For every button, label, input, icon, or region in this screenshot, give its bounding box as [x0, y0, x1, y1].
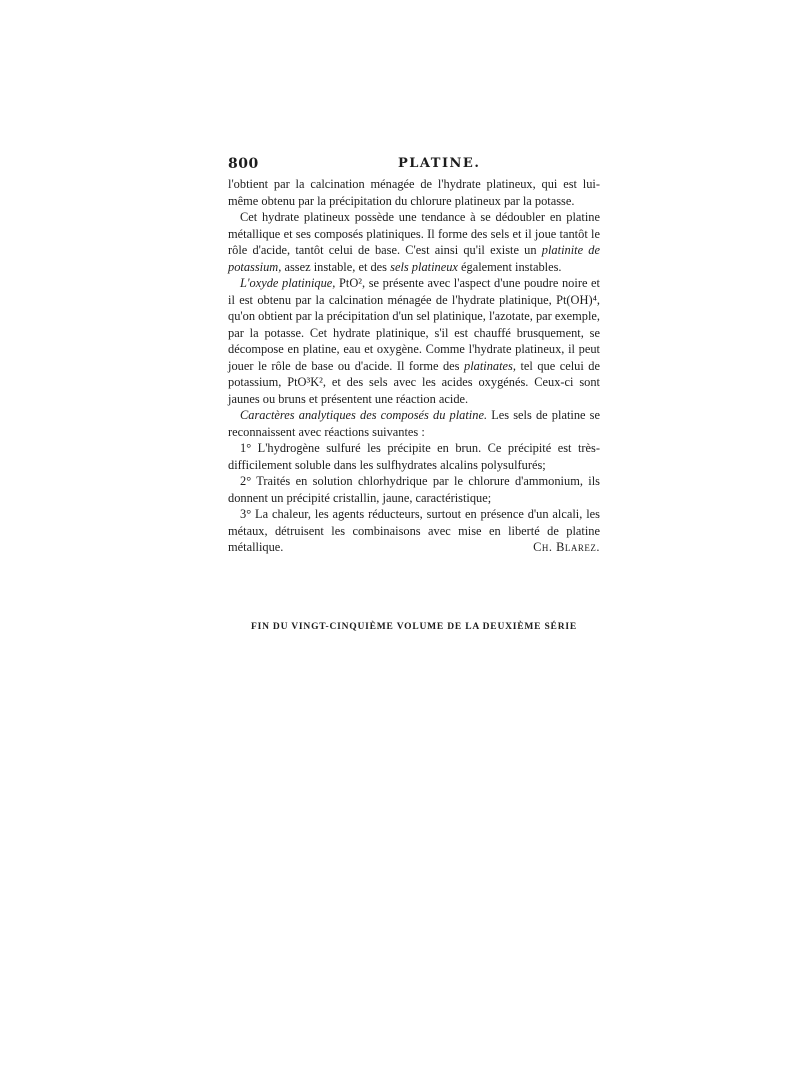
colophon: FIN DU VINGT-CINQUIÈME VOLUME DE LA DEUXIÈME SÉRIE [250, 622, 577, 632]
paragraph-caracteres-text: Les sels de platine se reconnaissent avec réactions suivantes : [228, 408, 600, 439]
paragraph-hydrate-text: Cet hydrate platineux possède une tendance à se dédoubler en platine métallique et ses composés platiniques. Il forme des sels et il joue tantôt le rôle d'acide, tantôt celui de base. C'est ainsi qu'il existe un [228, 210, 600, 257]
paragraph-hydrate [228, 209, 600, 275]
term-platinates: platinates, [464, 358, 516, 373]
paragraph-oxyde-text-2: tel que celui de potassium, PtO³K², et des sels avec les acides oxygénés. Ceux-ci sont jaunes ou bruns et présentent une réaction acide. [228, 358, 600, 406]
paragraph-caracteres [228, 407, 600, 440]
body-text [228, 176, 600, 556]
paragraph-hydrate-text-2: assez instable, et des [284, 259, 388, 274]
paragraph-oxyde [228, 275, 600, 407]
paragraph-hydrate-text-3: également instables. [461, 259, 562, 274]
list-item-2: 2° Traités en solution chlorhydrique par le chlorure d'ammonium, ils donnent un précipité cristallin, jaune, caractéristique; [228, 474, 600, 505]
paragraph-continuation: l'obtient par la calcination ménagée de l'hydrate platineux, qui est lui-même obtenu par la précipitation du chlorure platineux par la potasse. [228, 177, 600, 208]
list-item-3 [228, 506, 600, 556]
list-item-3-text: 3° La chaleur, les agents réducteurs, surtout en présence d'un alcali, les métaux, détruisent les combinaisons avec mise en liberté de platine métallique. [228, 507, 600, 554]
list-item-1: 1° L'hydrogène sulfuré les précipite en brun. Ce précipité est très-difficilement soluble dans les sulfhydrates alcalins polysulfurés; [228, 441, 600, 472]
paragraph-oxyde-text: PtO², se présente avec l'aspect d'une poudre noire et il est obtenu par la calcination ménagée de l'hydrate platinique, Pt(OH)⁴, qu'on obtient par la précipitation d'un sel platinique, l'azotate, par exemple, par la potasse. Cet hydrate platinique, s'il est chauffé brusquement, se décompose en platine, eau et oxygène. Comme l'hydrate platineux, il peut jouer le rôle de base ou d'acide. Il forme des [228, 276, 600, 373]
term-platinite: platinite de potassium, [228, 243, 600, 274]
page-header [228, 156, 600, 176]
section-heading-caracteres: Caractères analytiques des composés du platine. [240, 408, 488, 422]
running-head: PLATINE. [398, 156, 481, 171]
author-signature: Ch. Blarez. [533, 540, 600, 554]
term-sels-platineux: sels platineux [390, 259, 458, 274]
page-number: 800 [228, 156, 259, 172]
term-oxyde-platinique: L'oxyde platinique, [240, 276, 336, 290]
